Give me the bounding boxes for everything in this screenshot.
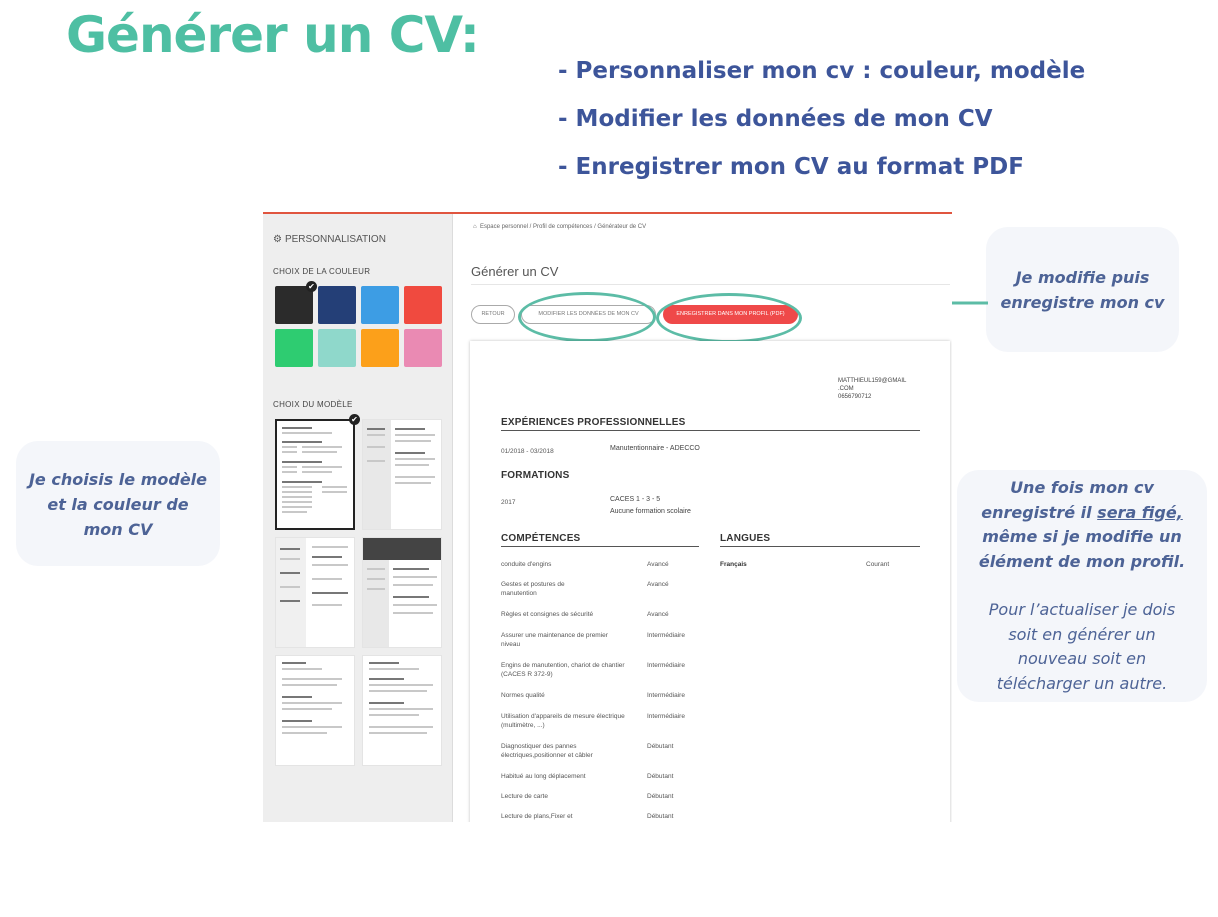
breadcrumb-item[interactable]: Espace personnel [479, 224, 529, 230]
cv-model-thumbnail[interactable] [362, 419, 442, 530]
sidebar-title-label: PERSONNALISATION [284, 234, 386, 245]
cv-skill-name: Lecture de carte [501, 793, 548, 800]
cv-skill-name: conduite d'engins [501, 561, 552, 568]
callout-underlined-text: sera figé, [1097, 502, 1183, 522]
callout-line: Une fois mon cv [1010, 478, 1154, 497]
cv-skill-name: Diagnostiquer des pannes électriques,positionner et câbler [501, 743, 593, 759]
color-swatch-black[interactable] [275, 286, 313, 324]
feature-list [558, 55, 1085, 199]
callout-line: et la couleur de [47, 495, 189, 514]
color-swatch-navy[interactable] [318, 286, 356, 324]
cv-model-thumbnail[interactable] [275, 537, 355, 648]
cv-formation-year: 2017 [501, 499, 516, 506]
cv-skill-level: Avancé [647, 581, 669, 588]
highlight-ring [518, 292, 656, 342]
cv-skill-level: Débutant [647, 743, 674, 750]
callout-edit-save [986, 227, 1179, 352]
contact-phone: 0656790712 [838, 394, 872, 400]
cv-languages-heading: LANGUES [720, 533, 920, 547]
cv-language-level: Courant [866, 561, 890, 568]
callout-line [957, 501, 1207, 526]
cv-skill-level: Débutant [647, 793, 674, 800]
callout-line: Je choisis le modèle [28, 470, 208, 489]
cv-skill-name: Engins de manutention, chariot de chantier (CACES R 372-9) [501, 662, 625, 678]
callout-note-line: nouveau soit en [1017, 649, 1147, 668]
color-swatch-pink[interactable] [404, 329, 442, 367]
cv-model-thumbnail[interactable] [362, 537, 442, 648]
breadcrumb: ⌂ Espace personnel / Profil de compétences / Générateur de CV [473, 224, 647, 230]
sidebar-title [273, 234, 386, 245]
color-section-label: CHOIX DE LA COULEUR [273, 267, 371, 276]
cv-model-thumbnail[interactable] [362, 655, 442, 766]
model-section-label: CHOIX DU MODÈLE [273, 400, 353, 409]
cv-skill-level: Débutant [647, 813, 674, 820]
callout-note-line: Pour l’actualiser je dois [988, 600, 1176, 619]
slide-title: Générer un CV: [66, 6, 479, 64]
cv-skill-name: Habitué au long déplacement [501, 773, 586, 780]
callout-frozen-cv [957, 470, 1207, 702]
breadcrumb-item: Générateur de CV [597, 224, 647, 230]
breadcrumb-item[interactable]: Profil de compétences [533, 224, 593, 230]
color-swatch-green[interactable] [275, 329, 313, 367]
save-pdf-button[interactable]: ENREGISTRER DANS MON PROFIL (PDF) [663, 305, 798, 324]
color-swatch-mint[interactable] [318, 329, 356, 367]
gear-icon: ⚙ [273, 234, 282, 245]
cv-skill-level: Avancé [647, 611, 669, 618]
check-icon: ✔ [349, 414, 360, 425]
divider [471, 284, 950, 285]
cv-skill-name: Normes qualité [501, 692, 545, 699]
cv-skill-level: Intermédiaire [647, 713, 685, 720]
page-title: Générer un CV [471, 264, 559, 279]
color-swatch-blue[interactable] [361, 286, 399, 324]
cv-skill-level: Intermédiaire [647, 662, 685, 669]
feature-item: - Enregistrer mon CV au format PDF [558, 154, 1024, 180]
cv-contact [838, 377, 906, 401]
cv-skill-level: Avancé [647, 561, 669, 568]
callout-note-line: télécharger un autre. [996, 673, 1168, 693]
callout-line: Je modifie puis [1015, 268, 1150, 287]
cv-skill-level: Intermédiaire [647, 632, 685, 639]
callout-choose-model [16, 441, 220, 566]
cv-skill-name: Utilisation d'appareils de mesure électrique (multimètre, ...) [501, 713, 625, 729]
cv-formations-heading: FORMATIONS [501, 470, 570, 481]
cv-skills-heading: COMPÉTENCES [501, 533, 699, 547]
callout-line: mon CV [83, 520, 153, 539]
customization-sidebar [263, 214, 453, 822]
cv-model-thumbnail[interactable] [275, 655, 355, 766]
callout-text: enregistré il [981, 502, 1098, 522]
cv-skill-level: Débutant [647, 773, 674, 780]
cv-skill-name: Règles et consignes de sécurité [501, 611, 594, 618]
color-swatch-orange[interactable] [361, 329, 399, 367]
cv-experience-role: Manutentionnaire - ADECCO [610, 445, 700, 452]
check-icon: ✔ [306, 281, 317, 292]
cv-skill-name: Assurer une maintenance de premier niveau [501, 632, 608, 648]
contact-email: MATTHIEUL159@GMAIL [838, 378, 907, 384]
feature-item: - Modifier les données de mon CV [558, 106, 993, 132]
cv-formation-detail: Aucune formation scolaire [610, 508, 691, 515]
callout-line: même si je modifie un [982, 527, 1182, 546]
cv-model-thumbnail[interactable] [275, 419, 355, 530]
edit-cv-data-button[interactable]: MODIFIER LES DONNÉES DE MON CV [521, 305, 656, 324]
main-content [453, 214, 952, 822]
cv-experience-heading: EXPÉRIENCES PROFESSIONNELLES [501, 417, 920, 431]
feature-item: - Personnaliser mon cv : couleur, modèle [558, 58, 1086, 84]
app-screenshot [263, 212, 952, 822]
cv-experience-dates: 01/2018 - 03/2018 [501, 448, 554, 455]
contact-email-domain: .COM [838, 386, 854, 392]
cv-skill-name: Lecture de plans,Fixer et [501, 813, 573, 820]
callout-note-line: soit en générer un [1008, 624, 1156, 644]
cv-formation-title: CACES 1 - 3 - 5 [610, 496, 661, 503]
cv-language-name: Français [720, 561, 747, 568]
callout-line: enregistre mon cv [1000, 293, 1165, 312]
cv-skill-level: Intermédiaire [647, 692, 685, 699]
cv-preview [470, 341, 950, 822]
callout-line: élément de mon profil. [978, 551, 1186, 571]
color-swatch-red[interactable] [404, 286, 442, 324]
cv-skill-name: Gestes et postures de manutention [501, 581, 565, 597]
back-button[interactable]: RETOUR [471, 305, 515, 324]
home-icon: ⌂ [473, 224, 477, 230]
highlight-ring [656, 293, 802, 343]
